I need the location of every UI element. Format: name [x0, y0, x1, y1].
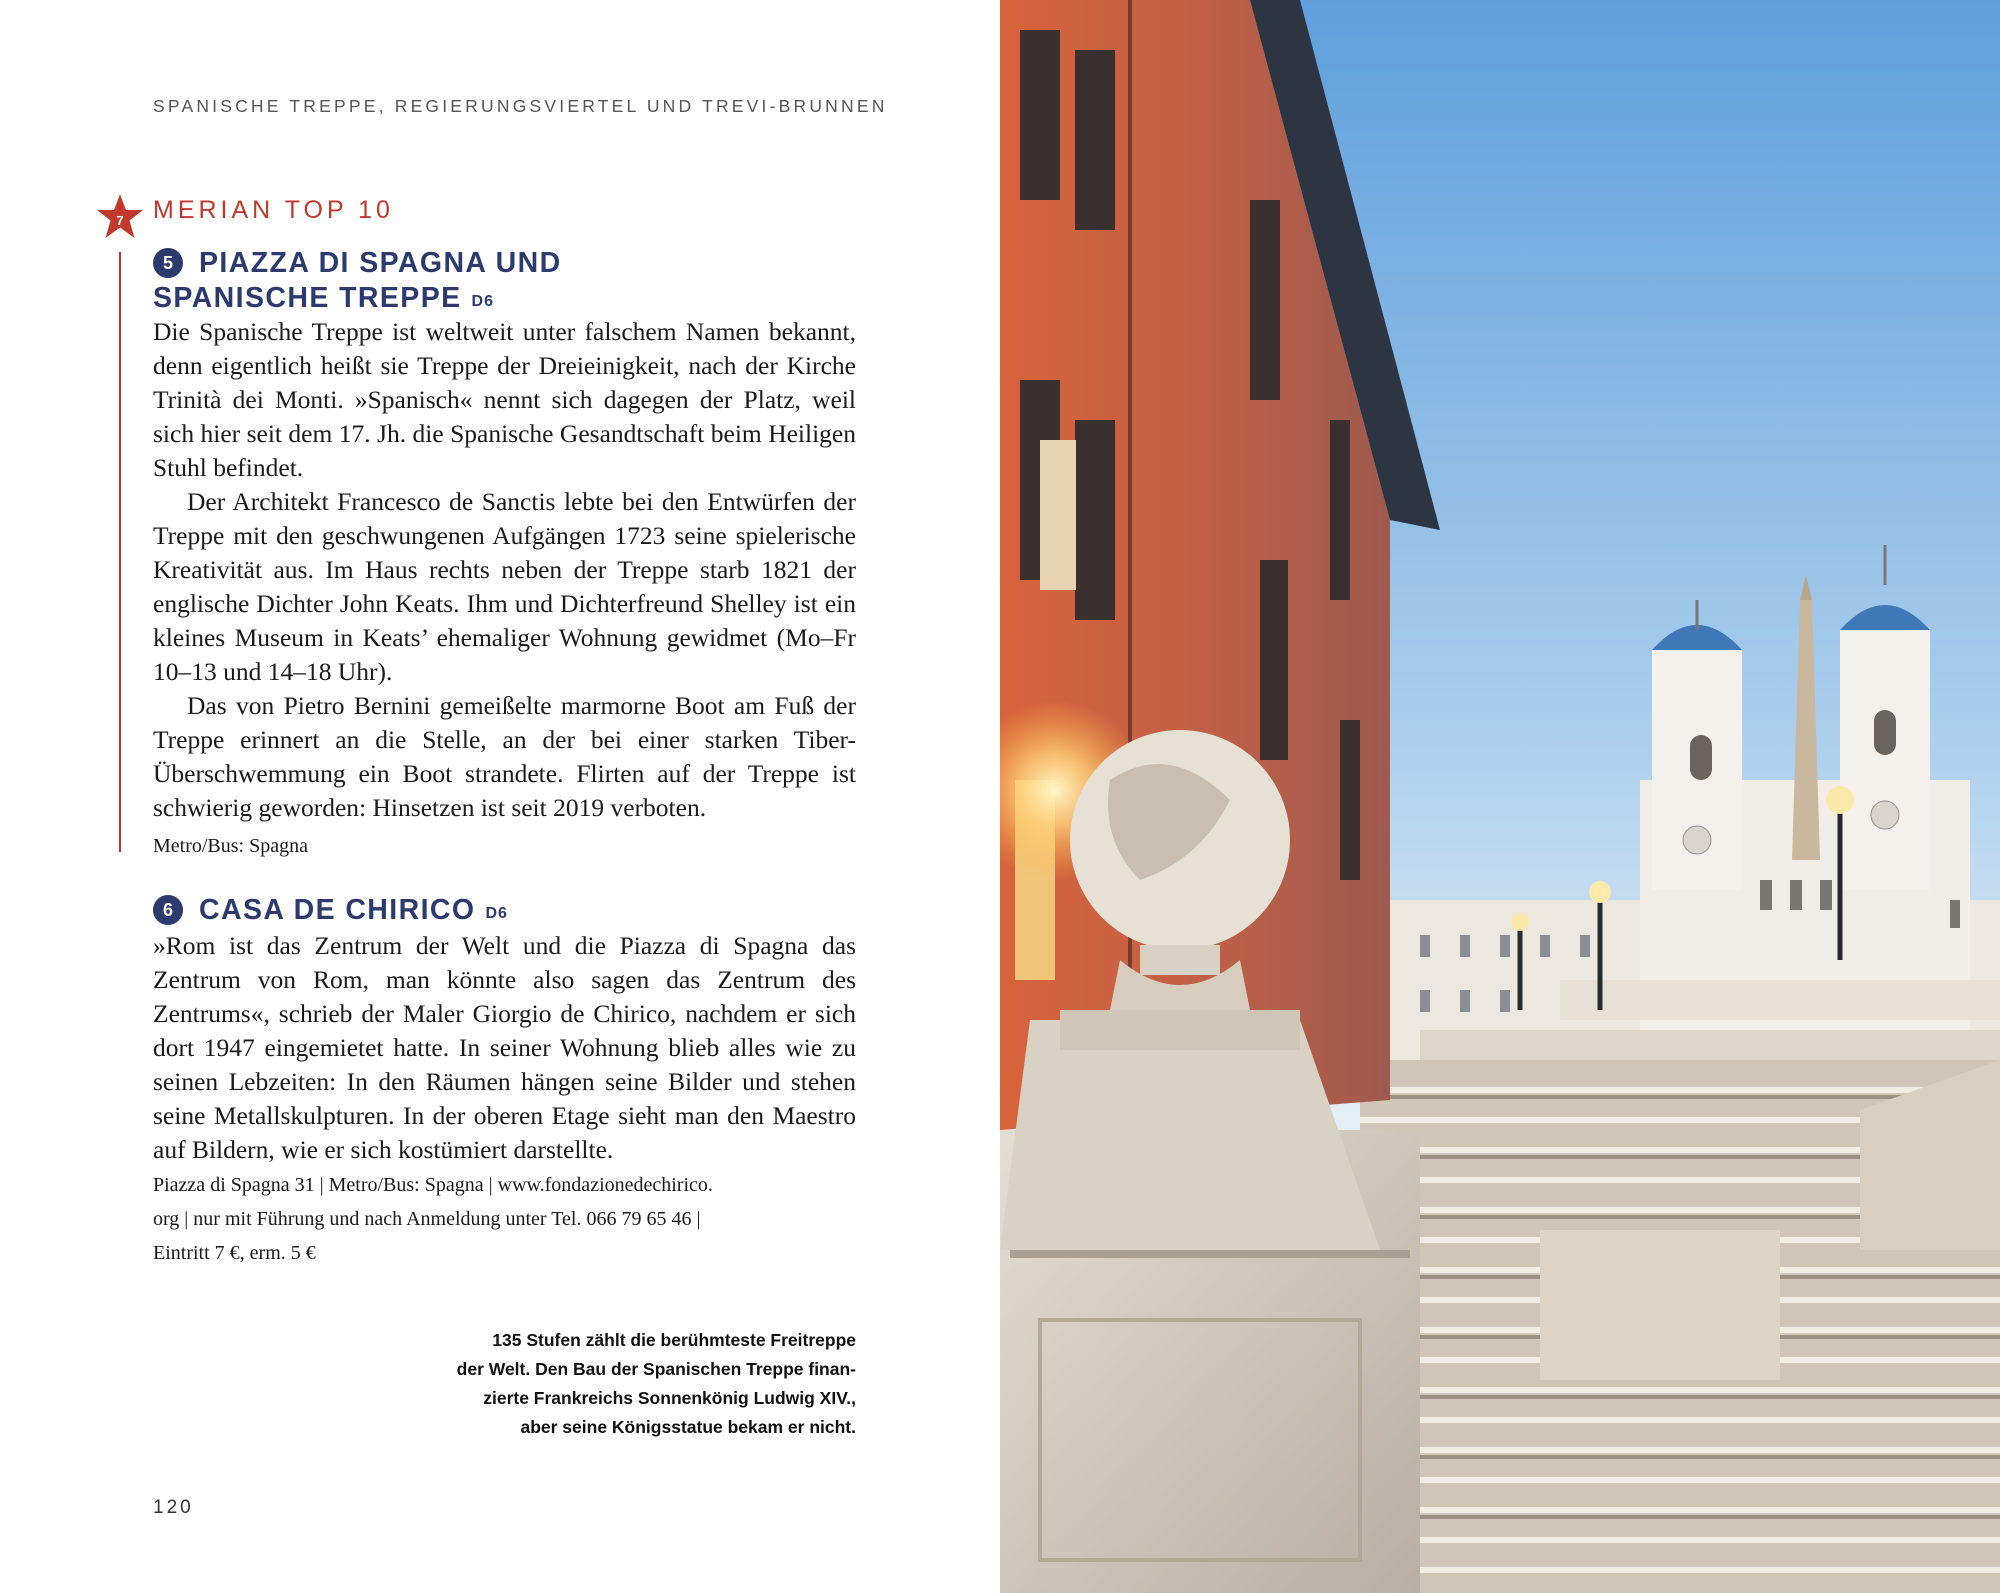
entry-5-heading: [153, 246, 562, 319]
entry-5-title-line2: SPANISCHE TREPPE: [153, 282, 462, 314]
entry-5-number: 5: [153, 248, 183, 278]
entry-5-info: Metro/Bus: Spagna: [153, 835, 308, 857]
entry-6-grid-ref: D6: [485, 905, 508, 922]
entry-5-paragraph-2: Der Architekt Francesco de Sanctis lebte bei den Entwürfen der Treppe mit den geschwungenen Aufgängen 1723 seine spielerische Kreativität aus. Im Haus rechts neben der Treppe starb 1821 der englische Dichter John Keats. Ihm und Dichterfreund Shelley ist ein kleines Museum in Keats’ ehemaliger Wohnung gewidmet (Mo–Fr 10–13 und 14–18 Uhr).: [153, 487, 856, 686]
caption-line2: der Welt. Den Bau der Spanischen Treppe finan-: [456, 1359, 856, 1379]
merian-top10-label: MERIAN TOP 10: [153, 196, 394, 224]
caption-line3: zierte Frankreichs Sonnenkönig Ludwig XIV.,: [483, 1388, 856, 1408]
entry-5-paragraph-3: Das von Pietro Bernini gemeißelte marmorne Boot am Fuß der Treppe erinnert an die Stelle, an der bei einer starken Tiber-Überschwemmung ein Boot strandete. Flirten auf der Treppe ist schwierig geworden: Hinsetzen ist seit 2019 verboten.: [153, 691, 856, 822]
entry-6-number: 6: [153, 895, 183, 925]
entry-6-info-line2: org | nur mit Führung und nach Anmeldung unter Tel. 066 79 65 46 |: [153, 1208, 701, 1230]
entry-5-body: [153, 315, 856, 825]
running-head: SPANISCHE TREPPE, REGIERUNGSVIERTEL UND TREVI-BRUNNEN: [153, 96, 888, 116]
top10-marker-line: [119, 252, 121, 852]
entry-6-info-line1: Piazza di Spagna 31 | Metro/Bus: Spagna | www.fondazionedechirico.: [153, 1174, 713, 1196]
staircase: [1360, 1060, 2000, 1593]
star-badge-icon: [95, 192, 145, 242]
entry-6-body: [153, 929, 856, 1167]
caption-line1: 135 Stufen zählt die berühmteste Freitreppe: [492, 1330, 856, 1350]
caption-line4: aber seine Königsstatue bekam er nicht.: [520, 1417, 856, 1437]
photo-caption: [380, 1326, 856, 1442]
entry-5-title-line1: PIAZZA DI SPAGNA UND: [199, 247, 562, 279]
entry-5-grid-ref: D6: [471, 293, 494, 310]
entry-6-title: CASA DE CHIRICO: [199, 894, 476, 926]
page-number: 120: [153, 1497, 194, 1518]
star-number: 7: [116, 213, 124, 228]
entry-6-info: [153, 1168, 863, 1270]
entry-6-heading: [153, 893, 508, 931]
spanish-steps-photo: [1000, 0, 2000, 1593]
entry-6-info-line3: Eintritt 7 €, erm. 5 €: [153, 1242, 316, 1264]
entry-6-paragraph-1: »Rom ist das Zentrum der Welt und die Piazza di Spagna das Zentrum von Rom, man könnte also sagen das Zentrum des Zentrums«, schrieb der Maler Giorgio de Chirico, nachdem er sich dort 1947 eingemietet hatte. In seiner Wohnung blieb alles wie zu seinen Lebzeiten: In den Räumen hängen seine Bilder und stehen seine Metallskulpturen. In der oberen Etage sieht man den Maestro auf Bildern, wie er sich kostümiert darstellte.: [153, 931, 856, 1164]
entry-5-paragraph-1: Die Spanische Treppe ist weltweit unter falschem Namen bekannt, denn eigentlich heißt sie Treppe der Dreieinigkeit, nach der Kirche Trinità dei Monti. »Spanisch« nennt sich dagegen der Platz, weil sich hier seit dem 17. Jh. die Spanische Gesandtschaft beim Heiligen Stuhl befindet.: [153, 317, 856, 482]
